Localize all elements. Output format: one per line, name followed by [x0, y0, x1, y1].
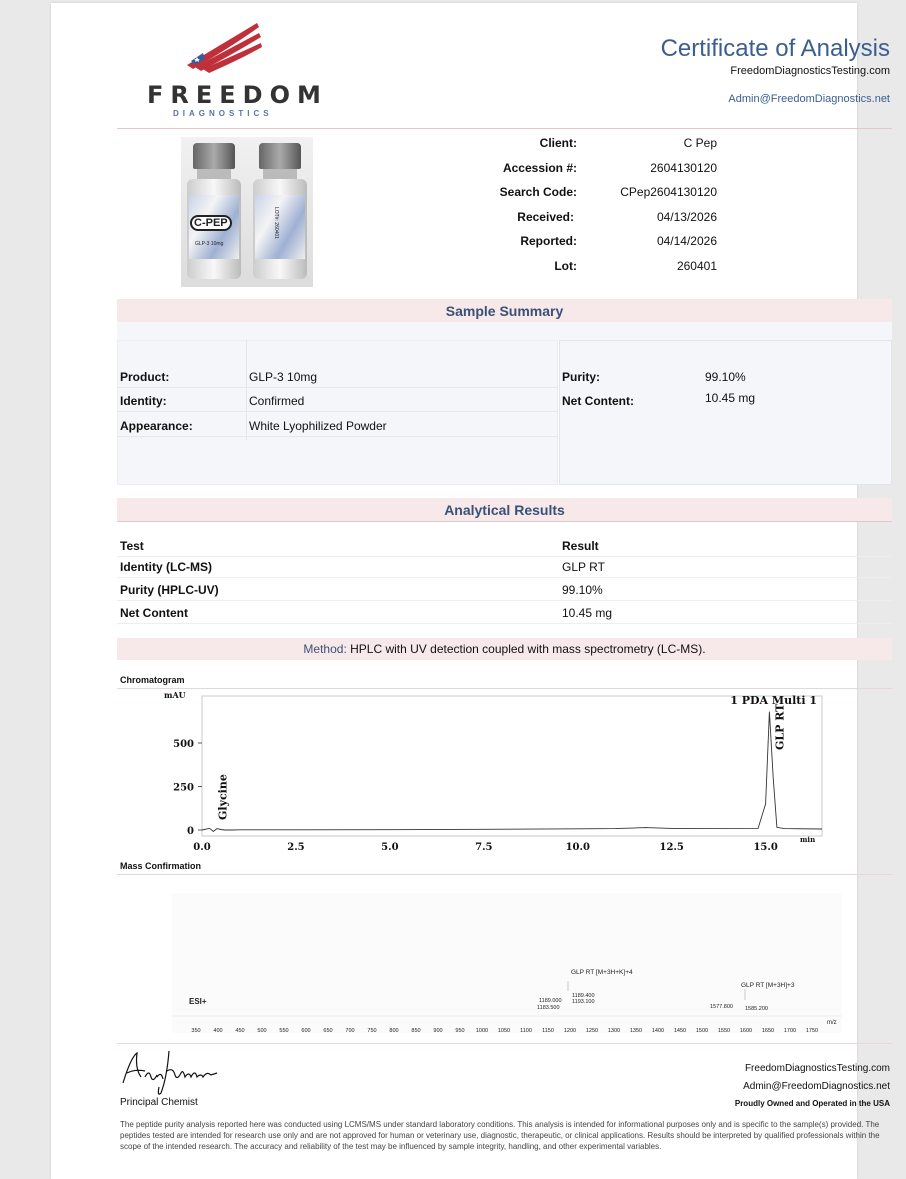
- info-value: CPep2604130120: [620, 185, 717, 199]
- info-value: 2604130120: [650, 160, 717, 175]
- row-test: Purity (HPLC-UV): [120, 583, 219, 597]
- signature-image: [117, 1047, 227, 1099]
- chromatogram-title: Chromatogram: [120, 675, 185, 685]
- footer-tagline: Proudly Owned and Operated in the USA: [734, 1099, 890, 1108]
- page-title: Certificate of Analysis: [660, 35, 890, 62]
- y-tick-label: 500: [173, 739, 194, 750]
- info-label: Accession #:: [502, 160, 577, 175]
- info-value: 04/13/2026: [656, 209, 717, 224]
- info-label: Received:: [517, 209, 574, 224]
- peak-annotation: 1193.100: [572, 999, 595, 1005]
- mz-tick-label: 1450: [673, 1028, 687, 1033]
- mz-tick-label: 1500: [695, 1028, 709, 1033]
- sample-summary-right: [559, 340, 892, 485]
- net-content-label: Net Content:: [562, 394, 634, 408]
- info-label: Search Code:: [499, 185, 577, 199]
- mz-tick-label: 1650: [761, 1028, 775, 1033]
- mz-tick-label: 1400: [651, 1028, 665, 1033]
- info-row: [457, 259, 717, 279]
- col-result-header: Result: [562, 539, 599, 553]
- vial-lot-label: LOT#: 260401: [273, 207, 279, 239]
- sample-summary-header: Sample Summary: [117, 299, 892, 323]
- mass-spectrum: [172, 893, 842, 1033]
- chromatogram-svg: [162, 690, 827, 860]
- peak-annotation: GLP RT [M+3H]+3: [741, 982, 795, 989]
- header-website: FreedomDiagnosticsTesting.com: [730, 65, 890, 77]
- signer-role: Principal Chemist: [120, 1097, 198, 1108]
- info-row: [457, 185, 717, 205]
- analytical-results-header: Analytical Results: [117, 498, 892, 522]
- info-value: C Pep: [683, 136, 717, 150]
- purity-label: Purity:: [562, 370, 601, 384]
- y-unit-label: mAU: [164, 690, 186, 700]
- mz-tick-label: 450: [235, 1028, 245, 1033]
- x-tick-label: 12.5: [659, 842, 684, 853]
- mz-tick-label: 350: [191, 1028, 201, 1033]
- info-row: [457, 234, 717, 254]
- peak-annotation: 1189.400: [572, 993, 595, 999]
- product-label: Product:: [117, 366, 246, 388]
- x-tick-label: 10.0: [565, 842, 590, 853]
- x-tick-label: 5.0: [381, 842, 399, 853]
- product-value: GLP-3 10mg: [246, 366, 558, 388]
- vial-product-label: GLP-3 10mg: [195, 241, 224, 247]
- mass-spectrum-svg: [172, 893, 842, 1033]
- net-content-value: 10.45 mg: [705, 391, 756, 405]
- mz-tick-label: 1550: [717, 1028, 731, 1033]
- logo-subtitle: DIAGNOSTICS: [173, 109, 273, 118]
- peak-annotation: GLP RT [M+3H+K]+4: [571, 969, 633, 976]
- appearance-label: Appearance:: [117, 415, 246, 437]
- row-result: GLP RT: [562, 560, 605, 574]
- mz-tick-label: 900: [433, 1028, 443, 1033]
- product-photo: [181, 137, 313, 287]
- document-page: [51, 3, 890, 1179]
- table-row: [117, 579, 892, 601]
- mz-tick-label: 1250: [585, 1028, 599, 1033]
- mz-tick-label: 500: [257, 1028, 267, 1033]
- method-label: Method:: [303, 642, 347, 656]
- mz-tick-label: 1150: [542, 1028, 554, 1033]
- header-divider: [117, 128, 892, 129]
- col-test-header: Test: [120, 539, 144, 553]
- x-tick-label: 7.5: [475, 842, 493, 853]
- logo-wordmark: FREEDOM: [147, 81, 328, 109]
- mz-tick-label: 1600: [739, 1028, 753, 1033]
- results-header-row: [117, 535, 892, 557]
- mz-tick-label: 800: [389, 1028, 399, 1033]
- ionization-mode: ESI+: [189, 997, 207, 1006]
- peak-label-glycine: Glycine: [216, 774, 230, 820]
- mz-tick-label: 1350: [629, 1028, 643, 1033]
- peak-annotation: 1577.800: [710, 1004, 733, 1010]
- peak-annotation: 1585.200: [745, 1006, 768, 1012]
- peak-annotation: 1183.500: [537, 1005, 560, 1011]
- info-row: [457, 161, 717, 181]
- appearance-value: White Lyophilized Powder: [246, 415, 558, 437]
- vial-front: [187, 143, 241, 283]
- mz-tick-label: 1200: [563, 1028, 577, 1033]
- y-tick-label: 0: [187, 826, 194, 837]
- identity-label: Identity:: [117, 390, 246, 412]
- sample-summary-left: [117, 340, 558, 485]
- info-value: 04/14/2026: [656, 234, 717, 248]
- mz-tick-label: 750: [367, 1028, 377, 1033]
- mz-tick-label: 550: [279, 1028, 289, 1033]
- mz-tick-label: 1050: [497, 1028, 511, 1033]
- flag-swoosh-icon: [147, 21, 297, 81]
- chromatogram-chart: [162, 690, 827, 860]
- mz-tick-label: 1700: [783, 1028, 797, 1033]
- x-unit-label: min: [800, 835, 816, 844]
- footer-email: Admin@FreedomDiagnostics.net: [743, 1081, 890, 1092]
- mz-tick-label: 700: [345, 1028, 355, 1033]
- mz-tick-label: 650: [323, 1028, 333, 1033]
- header-email: Admin@FreedomDiagnostics.net: [728, 93, 890, 105]
- channel-label: 1 PDA Multi 1: [730, 694, 817, 707]
- row-result: 10.45 mg: [562, 606, 613, 620]
- row-result: 99.10%: [562, 583, 603, 597]
- mz-tick-label: 1100: [520, 1028, 532, 1033]
- info-row: [457, 136, 717, 156]
- mz-tick-label: 950: [455, 1028, 465, 1033]
- footer-website: FreedomDiagnosticsTesting.com: [744, 1063, 890, 1074]
- row-test: Identity (LC-MS): [120, 560, 212, 574]
- identity-value: Confirmed: [246, 390, 558, 412]
- mass-confirmation-title: Mass Confirmation: [120, 861, 202, 871]
- x-tick-label: 15.0: [753, 842, 778, 853]
- mz-tick-label: 400: [213, 1028, 223, 1033]
- certificate-sheet: [117, 13, 892, 1173]
- info-label: Reported:: [520, 234, 577, 248]
- mz-tick-label: 1000: [475, 1028, 489, 1033]
- purity-value: 99.10%: [705, 370, 746, 384]
- info-label: Lot:: [554, 258, 577, 273]
- y-tick-label: 250: [173, 782, 194, 794]
- vial-brand-label: C-PEP: [190, 215, 232, 231]
- vial-side: [253, 143, 307, 283]
- x-tick-label: 2.5: [287, 842, 305, 853]
- method-bar: [117, 638, 892, 660]
- mz-tick-label: 1750: [805, 1028, 819, 1033]
- x-tick-label: 0.0: [193, 842, 211, 853]
- chromatogram-trace: [202, 712, 822, 832]
- mz-tick-label: 1300: [607, 1028, 621, 1033]
- peak-annotation: 1189.000: [539, 998, 562, 1004]
- mz-tick-label: 600: [301, 1028, 311, 1033]
- mz-tick-label: 850: [411, 1028, 421, 1033]
- row-test: Net Content: [120, 606, 188, 620]
- method-text: HPLC with UV detection coupled with mass spectrometry (LC-MS).: [350, 642, 706, 656]
- freedom-diagnostics-logo: [147, 21, 328, 118]
- info-value: 260401: [676, 258, 717, 273]
- table-row: [117, 556, 892, 578]
- signature: [117, 1047, 227, 1099]
- disclaimer-text: The peptide purity analysis reported here was conducted using LCMS/MS under standard laboratory conditions. This analysis is intended for informational purposes only and is specific to the sample(s) provided. The peptides tested are intended for research use only and are not approved for human or veterinary use, diagnostic, therapeutic, or clinical applications. Results should be interpreted by qualified professionals within the scope of the intended research. The accuracy and reliability of the test may be influenced by sample integrity, handling, and other experimental variables.: [120, 1120, 880, 1151]
- info-label: Client:: [539, 136, 577, 150]
- peak-label-glp-rt: GLP RT: [773, 703, 787, 750]
- mz-unit-label: m/z: [827, 1020, 837, 1026]
- info-row: [457, 210, 717, 230]
- table-row: [117, 602, 892, 624]
